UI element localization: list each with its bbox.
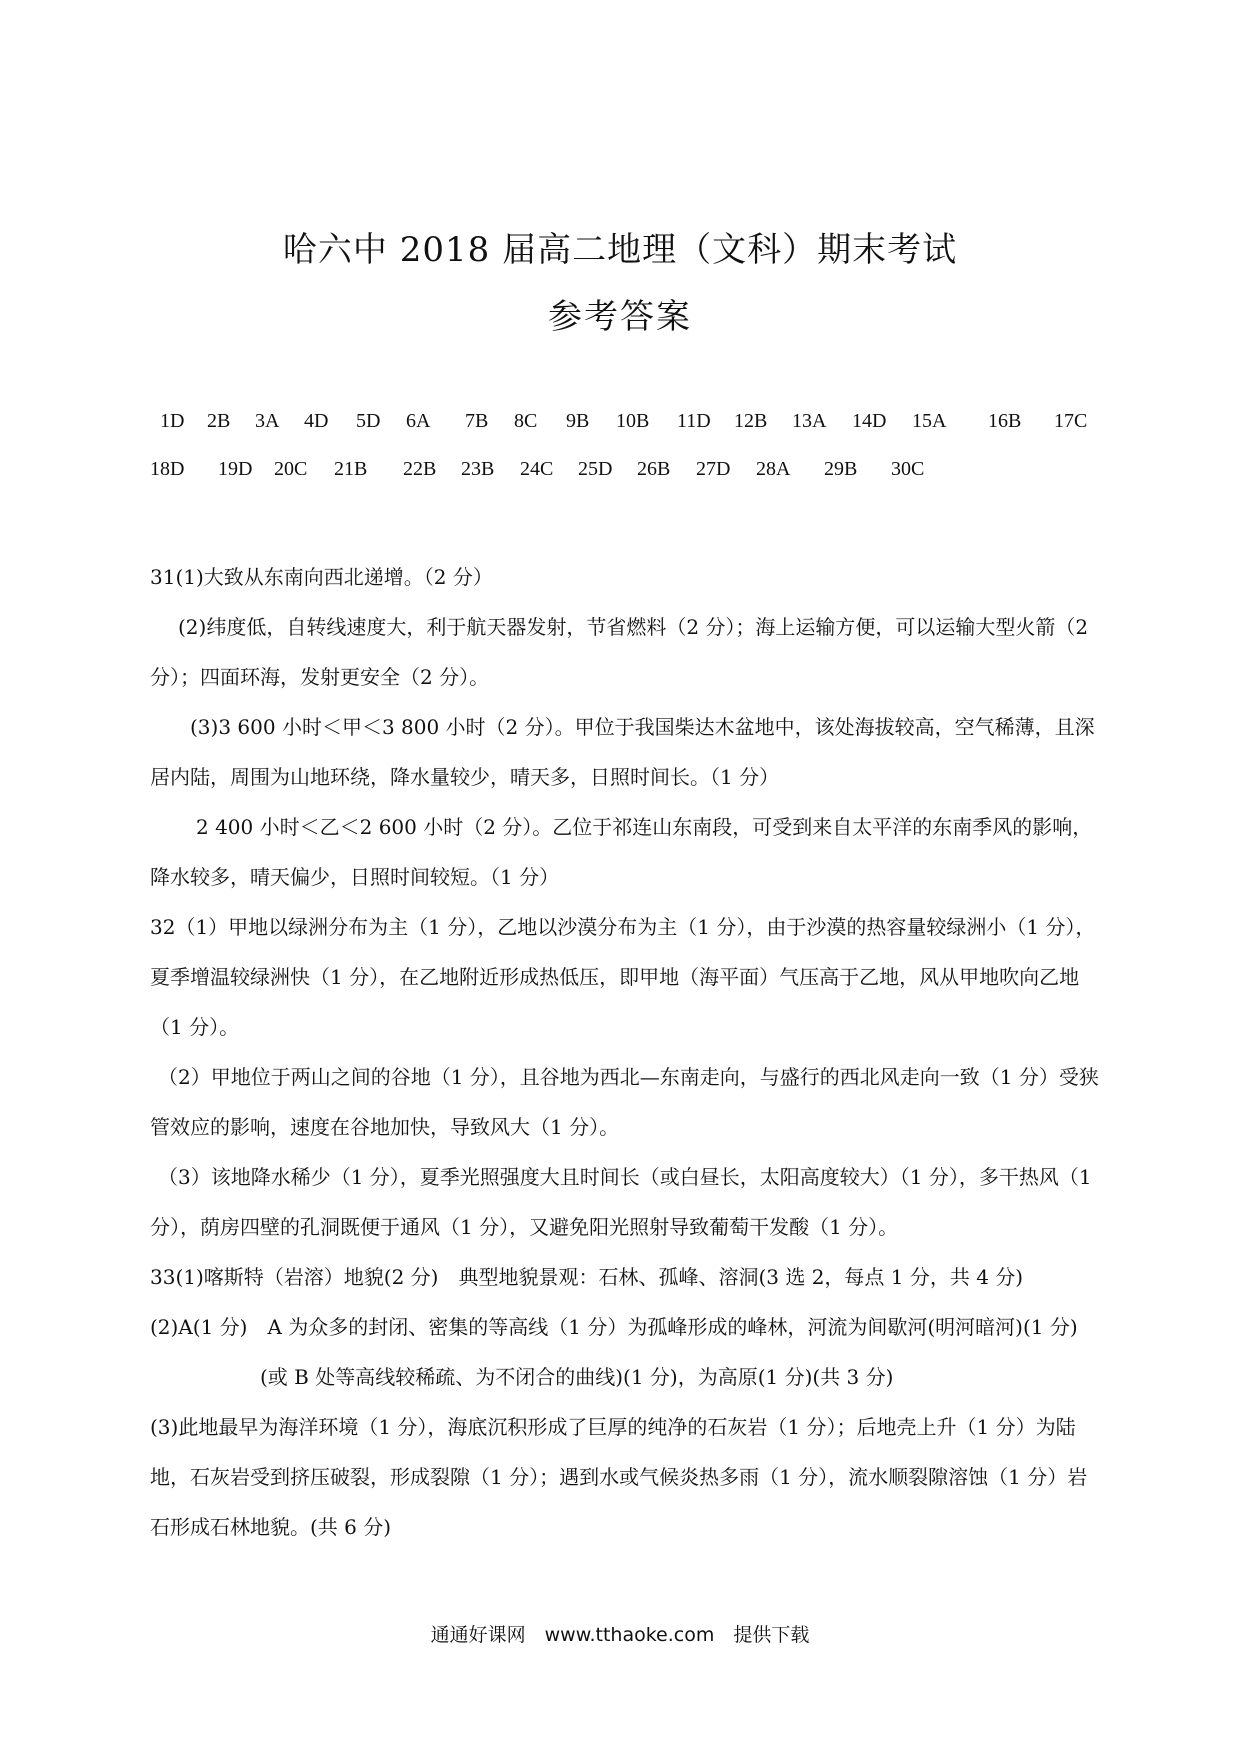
answer-item: 23B (461, 458, 495, 480)
answer-explanations (150, 552, 1102, 1552)
answer-paragraph-31-3b: 2 400 小时＜乙＜2 600 小时（2 分）。乙位于祁连山东南段，可受到来自太平洋的东南季风的影响，降水较多，晴天偏少，日照时间较短。（1 分） (150, 815, 1093, 889)
answer-item: 1D (160, 410, 185, 432)
answer-item: 3A (255, 410, 280, 432)
answer-item: 11D (677, 410, 711, 432)
answer-item: 2B (207, 410, 231, 432)
answer-item: 13A (792, 410, 827, 432)
answer-paragraph-32-1: 32（1）甲地以绿洲分布为主（1 分），乙地以沙漠分布为主（1 分），由于沙漠的热容量较绿洲小（1 分），夏季增温较绿洲快（1 分），在乙地附近形成热低压，即甲地（海平面）气压高于乙地，风从甲地吹向乙地（1 分）。 (150, 915, 1096, 1039)
answer-item: 10B (616, 410, 650, 432)
page-title: 哈六中 2018 届高二地理（文科）期末考试 (282, 230, 958, 270)
answer-item: 6A (406, 410, 431, 432)
page-subtitle: 参考答案 (548, 297, 692, 337)
answer-item: 18D (150, 458, 185, 480)
answer-item: 28A (756, 458, 791, 480)
answer-item: 7B (465, 410, 489, 432)
answer-item: 26B (637, 458, 671, 480)
answer-item: 5D (356, 410, 381, 432)
answer-item: 12B (734, 410, 768, 432)
answer-item: 24C (520, 458, 554, 480)
answer-paragraph-31-2: (2)纬度低，自转线速度大，利于航天器发射，节省燃料（2 分）；海上运输方便，可以运输大型火箭（2 分）；四面环海，发射更安全（2 分）。 (150, 615, 1089, 689)
answer-item: 25D (578, 458, 613, 480)
answer-item: 19D (218, 458, 253, 480)
answer-item: 16B (988, 410, 1022, 432)
answer-paragraph-33-2-alt: (或 B 处等高线较稀疏、为不闭合的曲线)(1 分)，为高原(1 分)(共 3 分) (260, 1365, 894, 1389)
answer-item: 17C (1054, 410, 1088, 432)
answer-item: 8C (514, 410, 538, 432)
answer-item: 29B (824, 458, 858, 480)
answer-paragraph-33-3: (3)此地最早为海洋环境（1 分），海底沉积形成了巨厚的纯净的石灰岩（1 分）；后地壳上升（1 分）为陆地，石灰岩受到挤压破裂，形成裂隙（1 分）；遇到水或气候炎热多雨（1 分），流水顺裂隙溶蚀（1 分）岩石形成石林地貌。(共 6 分) (150, 1415, 1088, 1539)
answer-item: 30C (891, 458, 925, 480)
answer-item: 27D (696, 458, 731, 480)
answer-paragraph-33-1: 33(1)喀斯特（岩溶）地貌(2 分) 典型地貌景观：石林、孤峰、溶洞(3 选 2，每点 1 分，共 4 分) (150, 1265, 1024, 1289)
answer-paragraph-33-2: (2)A(1 分) A 为众多的封闭、密集的等高线（1 分）为孤峰形成的峰林，河流为间歇河(明河暗河)(1 分) (150, 1315, 1078, 1339)
answer-item: 9B (566, 410, 590, 432)
answer-paragraph-32-3: （3）该地降水稀少（1 分），夏季光照强度大且时间长（或白昼长，太阳高度较大）（1 分），多干热风（1 分），荫房四壁的孔洞既便于通风（1 分），又避免阳光照射导致葡萄干发酸（1 分）。 (150, 1165, 1092, 1239)
answer-item: 20C (274, 458, 308, 480)
answer-item: 21B (334, 458, 368, 480)
answer-paragraph-31-1: 31(1)大致从东南向西北递增。（2 分） (150, 565, 493, 589)
answer-paragraph-32-2: （2）甲地位于两山之间的谷地（1 分），且谷地为西北—东南走向，与盛行的西北风走向一致（1 分）受狭管效应的影响，速度在谷地加快，导致风大（1 分）。 (150, 1065, 1099, 1139)
answer-item: 22B (403, 458, 437, 480)
answer-item: 14D (852, 410, 887, 432)
answer-paragraph-31-3a: (3)3 600 小时＜甲＜3 800 小时（2 分）。甲位于我国柴达木盆地中，该处海拔较高，空气稀薄，且深居内陆，周围为山地环绕，降水量较少，晴天多，日照时间长。（1 分） (150, 715, 1095, 789)
answer-item: 15A (912, 410, 947, 432)
page-footer: 通通好课网 www.tthaoke.com 提供下载 (430, 1624, 810, 1646)
answer-item: 4D (304, 410, 329, 432)
